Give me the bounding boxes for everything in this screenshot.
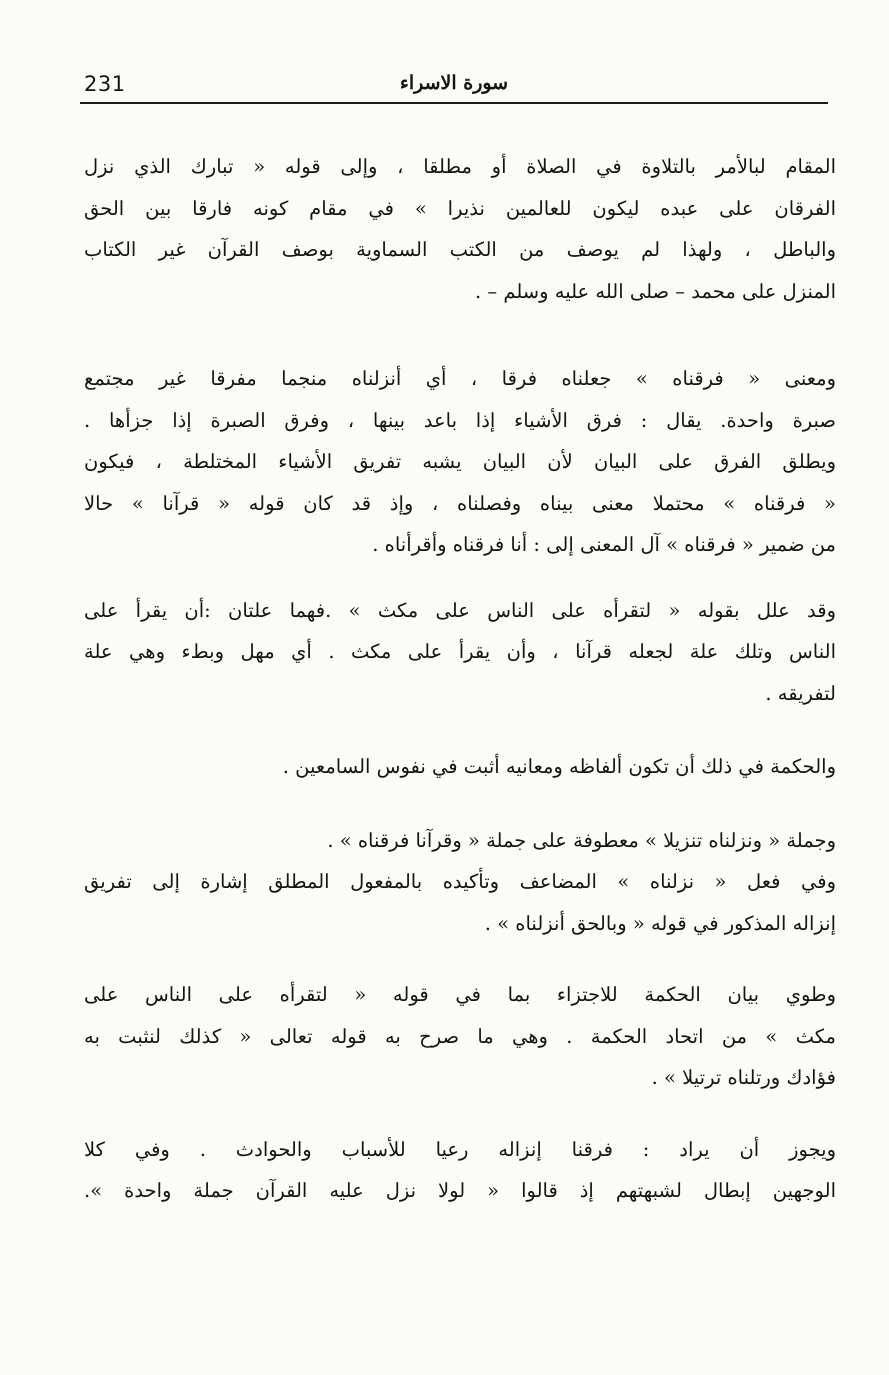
text-line: وقد علل بقوله « لتقرأه على الناس على مكث » .فهما علتان :أن يقرأ على [84, 598, 836, 622]
text-line: وجملة « ونزلناه تنزيلا » معطوفة على جملة « وقرآنا فرقناه » . [327, 828, 836, 852]
page-header [80, 66, 828, 104]
paragraph-5 [84, 820, 836, 945]
text-line: فؤادك ورتلناه ترتيلا » . [651, 1066, 836, 1089]
text-line: وفي فعل « نزلناه » المضاعف وتأكيده بالمفعول المطلق إشارة إلى تفريق [84, 870, 836, 893]
text-line: من ضمير « فرقناه » آل المعنى إلى : أنا فرقناه وأقرأناه . [372, 533, 836, 556]
text-line: وطوي بيان الحكمة للاجتزاء بما في قوله « لتقرأه على الناس على [84, 983, 836, 1006]
text-line: المنزل على محمد – صلى الله عليه وسلم – . [475, 279, 836, 303]
text-line: المقام لبالأمر بالتلاوة في الصلاة أو مطلقا ، وإلى قوله « تبارك الذي نزل [84, 155, 836, 178]
text-line: لتفريقه . [765, 681, 836, 705]
paragraph-3 [84, 590, 836, 715]
text-line: الوجهين إبطال لشبهتهم إذ قالوا « لولا نزل عليه القرآن جملة واحدة ». [84, 1179, 836, 1202]
body-text [84, 146, 836, 1212]
paragraph-4 [84, 746, 836, 788]
text-line: « فرقناه » محتملا معنى بيناه وفصلناه ، وإذ قد كان قوله « قرآنا » حالا [84, 491, 836, 515]
text-line: ويجوز أن يراد : فرقنا إنزاله رعيا للأسباب والحوادث . وفي كلا [84, 1137, 836, 1161]
text-line: الفرقان على عبده ليكون للعالمين نذيرا » في مقام كونه فارقا بين الحق [84, 196, 836, 220]
paragraph-1 [84, 146, 836, 312]
paragraph-7 [84, 1129, 836, 1212]
page-number: 231 [84, 72, 126, 96]
text-line: والحكمة في ذلك أن تكون ألفاظه ومعانيه أثبت في نفوس السامعين . [282, 755, 836, 778]
text-line: ويطلق الفرق على البيان لأن البيان يشبه تفريق الأشياء المختلطة ، فيكون [84, 450, 836, 473]
text-line: ومعنى « فرقناه » جعلناه فرقا ، أي أنزلناه منجما مفرقا غير مجتمع [84, 367, 836, 390]
text-line: إنزاله المذكور في قوله « وبالحق أنزلناه » . [484, 911, 836, 935]
text-line: صبرة واحدة. يقال : فرق الأشياء إذا باعد بينها ، وفرق الصبرة إذا جزأها . [84, 408, 836, 432]
text-line: مكث » من اتحاد الحكمة . وهي ما صرح به قوله تعالى « كذلك لنثبت به [84, 1024, 836, 1048]
running-title: سورة الاسراء [399, 72, 509, 94]
text-line: الناس وتلك علة لجعله قرآنا ، وأن يقرأ على مكث . أي مهل وبطء وهي علة [84, 640, 836, 663]
text-line: والباطل ، ولهذا لم يوصف من الكتب السماوية بوصف القرآن غير الكتاب [84, 238, 836, 261]
paragraph-6 [84, 974, 836, 1099]
paragraph-2 [84, 358, 836, 566]
